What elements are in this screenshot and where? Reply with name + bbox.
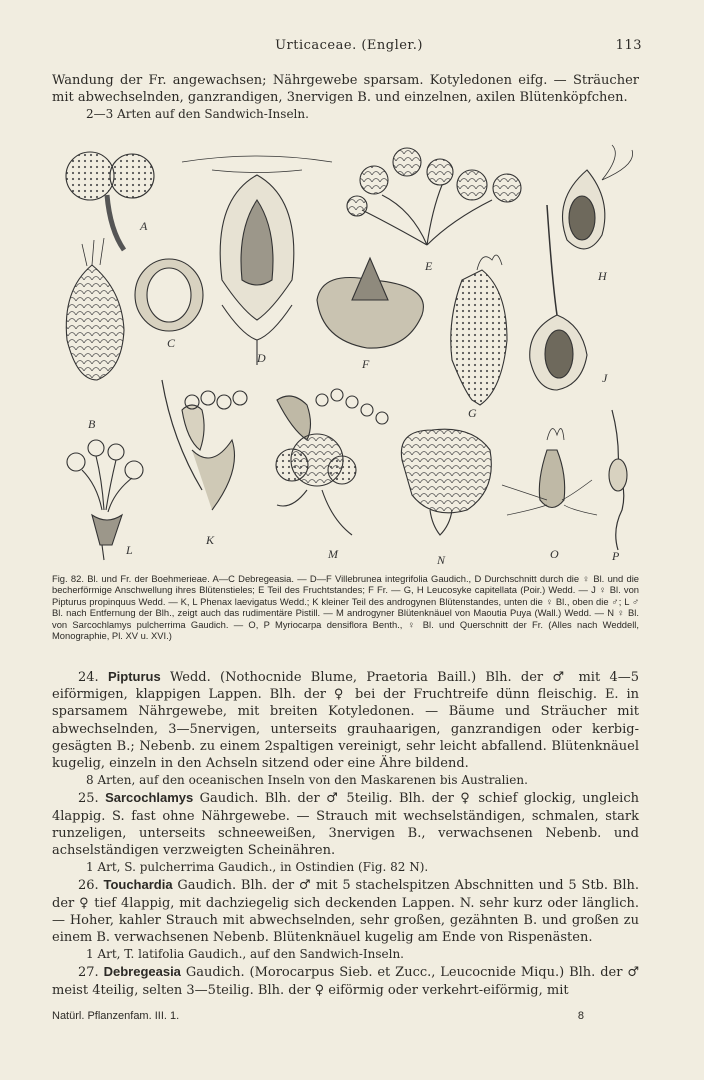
label-e: E [425, 259, 433, 273]
entry-number: 26. [78, 878, 99, 894]
entry-note: 8 Arten, auf den oceanischen Inseln von den Maskarenen bis Australien. [86, 773, 528, 788]
footer-signature: 8 [577, 1010, 584, 1022]
entry-debregeasia [52, 963, 639, 998]
page-footer [52, 1010, 584, 1026]
entry-text: Gaudich. Blh. der ♂ mit 5 stachelspitzen Abschnitten und 5 Stb. Blh. der ♀ tief 4lappig, mit dachziegelig sich deckenden Lappen. N. sehr kurz oder länglich. — Hoher, kahler Strauch mit abwechselnden, sehr großen, gezähnten B. und großen zu einem B. verwachsenen Nebenb. Blütenknäuel kugelig am Ende von Rispenästen. [52, 878, 639, 946]
entry-note: 1 Art, T. latifolia Gaudich., auf den Sandwich-Inseln. [86, 947, 404, 962]
entry-note: 1 Art, S. pulcherrima Gaudich., in Ostindien (Fig. 82 N). [86, 860, 429, 875]
drawing-o [502, 429, 597, 515]
label-f: F [362, 357, 370, 371]
drawing-l [67, 440, 143, 560]
label-o: O [550, 547, 559, 561]
label-j: J [602, 371, 608, 385]
drawing-d [182, 156, 332, 365]
genus-name: Pipturus [107, 669, 161, 684]
entry-number: 25. [78, 791, 99, 807]
drawing-h [563, 145, 633, 249]
entry-text: Gaudich. Blh. der ♂ 5teilig. Blh. der ♀ schief glockig, ungleich 4lappig. S. fast ohne Nährgewebe. — Strauch mit wechselständigen, schmalen, stark runzeligen, unterseits schneeweißen, 3nervigen B., verwachsenen Nebenb. und achselständigen verzweigten Scheinähren. [52, 791, 639, 859]
header-title: Urticaceae. (Engler.) [275, 38, 423, 53]
drawing-c [135, 259, 203, 331]
drawing-a [66, 152, 154, 250]
entry-number: 27. [78, 965, 99, 981]
label-d: D [257, 351, 266, 365]
intro-note: 2—3 Arten auf den Sandwich-Inseln. [86, 107, 309, 122]
label-b: B [88, 417, 96, 431]
drawing-m [276, 389, 388, 535]
label-h: H [598, 269, 607, 283]
genus-entries [52, 668, 639, 999]
drawing-k [162, 380, 247, 510]
entry-pipturus [52, 668, 639, 772]
label-c: C [167, 336, 176, 350]
label-a: A [140, 219, 148, 233]
entry-text: Gaudich. (Morocarpus Sieb. et Zucc., Leucocnide Miqu.) Blh. der ♂ meist 4teilig, selten 3—5teilig. Blh. der ♀ eiförmig oder verkehrt-eiförmig, mit [52, 965, 639, 998]
drawing-p [609, 410, 627, 550]
genus-name: Debregeasia [103, 964, 181, 980]
intro-text [52, 72, 639, 124]
label-n: N [437, 553, 446, 567]
drawing-n [401, 429, 491, 535]
drawing-b [66, 238, 124, 380]
entry-touchardia [52, 876, 639, 946]
footer-source: Natürl. Pflanzenfam. III. 1. [52, 1010, 180, 1022]
drawing-g [451, 255, 507, 405]
botanical-figure [52, 140, 642, 570]
genus-name: Touchardia [103, 877, 173, 893]
entry-sarcochlamys [52, 789, 639, 859]
figure-caption: Fig. 82. Bl. und Fr. der Boehmerieae. A—C Debregeasia. — D—F Villebrunea integrifolia Gaudich., D Durchschnitt durch die ♀ Bl. und die becherförmige Anschwellung ihres Blütenstieles; E Teil des Fruchtstandes; F Fr. — G, H Leucosyke capitellata (Poir.) Wedd. — J ♀ Bl. von Pipturus propinquus Wedd. — K, L Phenax laevigatus Wedd.; K kleiner Teil des androgynen Blütenstandes, unten die ♀ Bl., oben die ♂; L ♂ Bl. nach Entfernung der Blh., zeigt auch das rudimentäre Pistill. — M androgyner Blütenknäuel von Maoutia Puya (Wall.) Wedd. — N ♀ Bl. von Sarcochlamys pulcherrima Gaudich. — O, P Myriocarpa densiflora Benth., ♀ Bl. und Querschnitt der Fr. (Alles nach Weddell, Monographie, Pl. XV u. XVI.) [52, 573, 639, 642]
running-header [56, 38, 642, 56]
genus-name: Sarcochlamys [105, 790, 194, 806]
label-l: L [126, 543, 133, 557]
page-number: 113 [615, 38, 642, 53]
entry-text: Wedd. (Nothocnide Blume, Praetoria Baill.) Blh. der ♂ mit 4—5 eiförmigen, klappigen Lappen. Blh. der ♀ bei der Fruchtreife dünn fleischig. E. in sparsamem Nährgewebe, mit breiten Kotyledonen. — Bäume und Sträucher mit abwechselnden, 3—5nervigen, unterseits grauhaarigen, ganzrandigen oder kerbig-gesägten B.; Nebenb. zu einem 2spaltigen vereinigt, sehr leicht abfallend. Blütenknäuel kugelig, einzeln in den Achseln sitzend oder eine Ähre bildend. [52, 670, 639, 772]
figure-drawings [52, 140, 642, 570]
intro-paragraph: Wandung der Fr. angewachsen; Nährgewebe sparsam. Kotyledonen eifg. — Sträucher mit abwechselnden, ganzrandigen, 3nervigen B. und einzelnen, axilen Blütenköpfchen. [52, 73, 639, 106]
label-p: P [612, 549, 620, 563]
label-k: K [206, 533, 215, 547]
entry-number: 24. [78, 670, 99, 685]
label-m: M [328, 547, 338, 561]
label-g: G [468, 406, 477, 420]
drawing-e [347, 148, 521, 245]
drawing-f [317, 258, 423, 348]
